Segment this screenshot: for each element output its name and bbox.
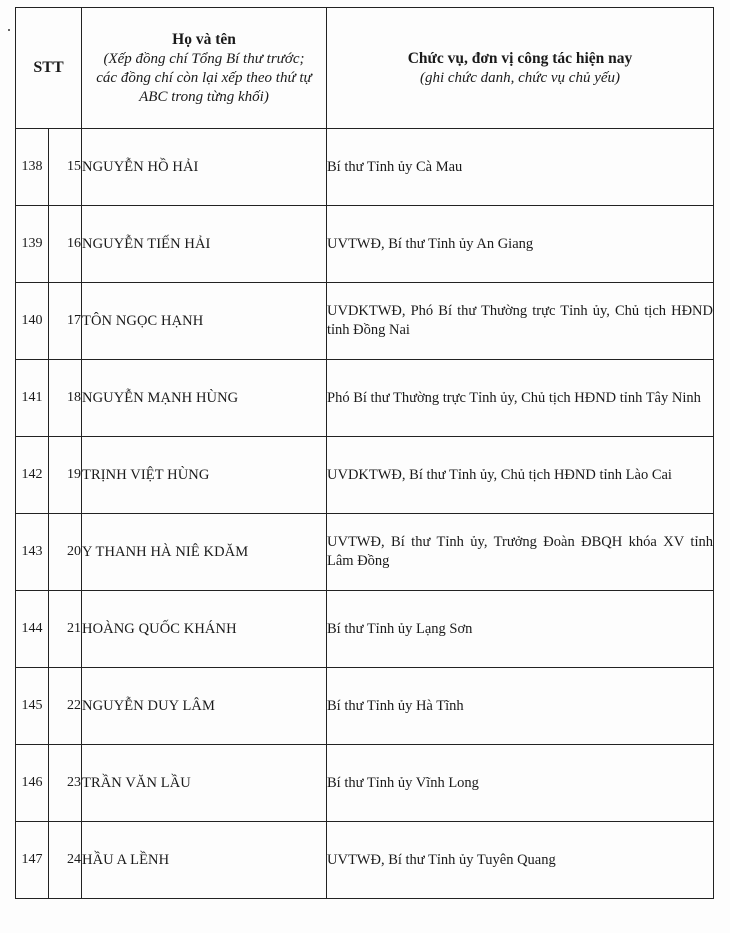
row-name: HOÀNG QUỐC KHÁNH — [82, 591, 327, 668]
row-position: Bí thư Tỉnh ủy Lạng Sơn — [327, 591, 714, 668]
header-name-note-3: ABC trong từng khối) — [139, 88, 269, 105]
row-sub-index: 19 — [49, 437, 82, 514]
header-name-note-1: (Xếp đồng chí Tổng Bí thư trước; — [103, 50, 305, 67]
row-sub-index: 16 — [49, 206, 82, 283]
row-name: TRẦN VĂN LẦU — [82, 745, 327, 822]
row-name: Y THANH HÀ NIÊ KDĂM — [82, 514, 327, 591]
row-sub-index: 24 — [49, 822, 82, 899]
row-name: TRỊNH VIỆT HÙNG — [82, 437, 327, 514]
row-sub-index: 20 — [49, 514, 82, 591]
row-position: UVTWĐ, Bí thư Tỉnh ủy Tuyên Quang — [327, 822, 714, 899]
row-sub-index: 17 — [49, 283, 82, 360]
row-stt: 147 — [16, 822, 49, 899]
row-name: HẦU A LỀNH — [82, 822, 327, 899]
table-row — [16, 822, 714, 899]
row-stt: 138 — [16, 129, 49, 206]
row-sub-index: 22 — [49, 668, 82, 745]
row-position: UVTWĐ, Bí thư Tỉnh ủy, Trưởng Đoàn ĐBQH khóa XV tỉnh Lâm Đồng — [327, 514, 714, 591]
row-stt: 144 — [16, 591, 49, 668]
row-position: UVTWĐ, Bí thư Tỉnh ủy An Giang — [327, 206, 714, 283]
table-row — [16, 206, 714, 283]
table-row — [16, 360, 714, 437]
row-sub-index: 21 — [49, 591, 82, 668]
row-position: Bí thư Tỉnh ủy Vĩnh Long — [327, 745, 714, 822]
personnel-table — [15, 7, 714, 899]
header-position-title: Chức vụ, đơn vị công tác hiện nay — [407, 49, 633, 67]
row-stt: 141 — [16, 360, 49, 437]
row-sub-index: 18 — [49, 360, 82, 437]
table-row — [16, 129, 714, 206]
row-stt: 140 — [16, 283, 49, 360]
header-position-note: (ghi chức danh, chức vụ chủ yếu) — [419, 69, 621, 86]
row-position: Bí thư Tỉnh ủy Cà Mau — [327, 129, 714, 206]
row-name: NGUYỄN DUY LÂM — [82, 668, 327, 745]
table-row — [16, 668, 714, 745]
row-stt: 146 — [16, 745, 49, 822]
row-stt: 142 — [16, 437, 49, 514]
table-row — [16, 514, 714, 591]
row-sub-index: 15 — [49, 129, 82, 206]
row-name: NGUYỄN HỒ HẢI — [82, 129, 327, 206]
header-name-title: Họ và tên — [172, 30, 236, 48]
header-stt: STT — [16, 8, 82, 129]
row-position: Bí thư Tỉnh ủy Hà Tĩnh — [327, 668, 714, 745]
row-name: NGUYỄN TIẾN HẢI — [82, 206, 327, 283]
row-stt: 143 — [16, 514, 49, 591]
scan-speck — [8, 29, 10, 31]
row-position: Phó Bí thư Thường trực Tỉnh ủy, Chủ tịch HĐND tỉnh Tây Ninh — [327, 360, 714, 437]
row-position: UVDKTWĐ, Phó Bí thư Thường trực Tỉnh ủy, Chủ tịch HĐND tỉnh Đồng Nai — [327, 283, 714, 360]
row-stt: 139 — [16, 206, 49, 283]
table-row — [16, 437, 714, 514]
table-body — [16, 129, 714, 899]
table-row — [16, 591, 714, 668]
table-header-row — [16, 8, 714, 129]
table-row — [16, 745, 714, 822]
row-position: UVDKTWĐ, Bí thư Tỉnh ủy, Chủ tịch HĐND tỉnh Lào Cai — [327, 437, 714, 514]
row-stt: 145 — [16, 668, 49, 745]
row-sub-index: 23 — [49, 745, 82, 822]
row-name: NGUYỄN MẠNH HÙNG — [82, 360, 327, 437]
header-name-note-2: các đồng chí còn lại xếp theo thứ tự — [96, 69, 312, 86]
row-name: TÔN NGỌC HẠNH — [82, 283, 327, 360]
table-row — [16, 283, 714, 360]
header-position — [327, 8, 714, 129]
header-name — [82, 8, 327, 129]
